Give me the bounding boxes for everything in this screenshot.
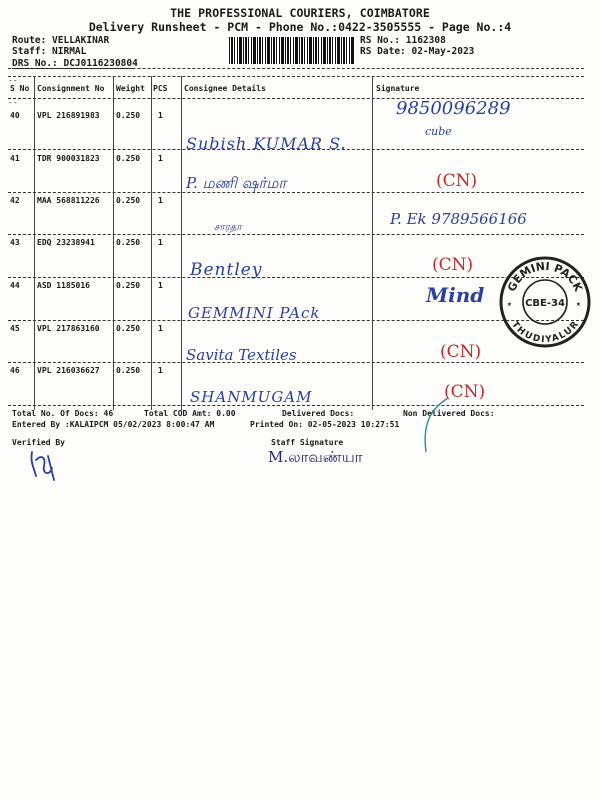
rs-date: RS Date: 02-May-2023: [360, 46, 475, 57]
row-consignment: MAA 568811226: [37, 196, 100, 205]
drs-number: DRS No.: DCJ0116230804: [12, 58, 138, 69]
verified-by-label: Verified By: [12, 438, 65, 447]
row-signature-hand: (CN): [444, 382, 486, 402]
entered-by: Entered By :KALAIPCM 05/02/2023 8:00:47 AM: [12, 420, 215, 429]
header-sno: S No: [10, 84, 30, 93]
row-consignment: ASD 1185016: [37, 281, 90, 290]
row-sno: 43: [10, 238, 20, 247]
company-title: THE PROFESSIONAL COURIERS, COIMBATORE: [170, 6, 430, 20]
row-consignee-hand: Bentley: [190, 260, 263, 280]
header-pcs: PCS: [153, 84, 168, 93]
row-pcs: 1: [158, 366, 163, 375]
header-consignment: Consignment No: [37, 84, 105, 93]
col-divider: [151, 76, 152, 410]
header-consignee: Consignee Details: [184, 84, 266, 93]
rule-header-top: [8, 76, 584, 77]
header-signature: Signature: [376, 84, 420, 93]
svg-text:GEMINI PACK: [505, 260, 585, 294]
row-consignee-hand: சாரதா: [214, 222, 242, 233]
row-consignee-hand: Savita Textiles: [186, 346, 297, 364]
row-weight: 0.250: [116, 111, 141, 120]
row-pcs: 1: [158, 238, 163, 247]
row-signature-hand: (CN): [440, 342, 482, 362]
gemini-pack-stamp: [499, 256, 591, 348]
row-consignment: VPL 217863160: [37, 324, 100, 333]
header-weight: Weight: [116, 84, 145, 93]
stamp-bottom-text: THUDIYALUR: [509, 319, 581, 346]
row-weight: 0.250: [116, 238, 141, 247]
row-signature-hand: (CN): [432, 255, 474, 275]
total-docs: Total No. Of Docs: 46: [12, 409, 114, 418]
col-divider: [181, 76, 182, 410]
row-consignment: VPL 216891983: [37, 111, 100, 120]
row-divider: [8, 362, 584, 363]
row-divider: [8, 192, 584, 193]
verifier-signature: [24, 446, 64, 482]
row-consignment: EDQ 23238941: [37, 238, 95, 247]
row-sno: 45: [10, 324, 20, 333]
row-signature-note: cube: [425, 125, 452, 138]
row-divider: [8, 277, 584, 278]
row-pcs: 1: [158, 281, 163, 290]
row-signature-hand: 9850096289: [396, 98, 511, 119]
row-sno: 41: [10, 154, 20, 163]
staff-signature-label: Staff Signature: [271, 438, 344, 447]
row-consignee-hand: P. மணி ஷர்மா: [186, 174, 287, 192]
row-consignment: VPL 216036627: [37, 366, 100, 375]
route-label: Route: VELLAKINAR: [12, 35, 110, 46]
runsheet-subtitle: Delivery Runsheet - PCM - Phone No.:0422-3505555 - Page No.:4: [88, 20, 512, 34]
barcode: [229, 37, 355, 64]
col-divider: [113, 76, 114, 410]
row-weight: 0.250: [116, 324, 141, 333]
dash-mark: --: [8, 98, 18, 107]
row-weight: 0.250: [116, 154, 141, 163]
printed-on: Printed On: 02-05-2023 10:27:51: [250, 420, 400, 429]
col-divider: [372, 76, 373, 410]
row-consignee-hand: SHANMUGAM: [190, 388, 313, 406]
row-weight: 0.250: [116, 366, 141, 375]
total-cod: Total COD Amt: 0.00: [144, 409, 236, 418]
row-pcs: 1: [158, 154, 163, 163]
row-sno: 42: [10, 196, 20, 205]
row-weight: 0.250: [116, 196, 141, 205]
row-divider: [8, 320, 584, 321]
row-sno: 46: [10, 366, 20, 375]
stamp-center-text: CBE-34: [525, 298, 565, 309]
rule-top: [8, 68, 584, 69]
row-pcs: 1: [158, 324, 163, 333]
row-consignee-hand: Subish KUMAR S.: [186, 134, 347, 153]
dash-mark: --: [8, 76, 18, 85]
row-sno: 44: [10, 281, 20, 290]
col-divider: [34, 76, 35, 410]
row-consignee-hand: GEMMINI PAck: [188, 304, 321, 322]
row-divider: [8, 149, 584, 150]
staff-label: Staff: NIRMAL: [12, 46, 87, 57]
star-icon: ★: [576, 299, 581, 308]
row-divider: [8, 405, 584, 406]
stamp-top-text: GEMINI PACK: [505, 259, 585, 294]
row-sno: 40: [10, 111, 20, 120]
row-weight: 0.250: [116, 281, 141, 290]
row-consignment: TDR 900031823: [37, 154, 100, 163]
row-signature-hand: P. Ek 9789566166: [390, 210, 527, 228]
pen-stroke: [404, 396, 454, 456]
star-icon: ★: [507, 299, 512, 308]
row-pcs: 1: [158, 196, 163, 205]
row-signature-hand: Mind: [426, 283, 485, 307]
delivered-docs: Delivered Docs:: [282, 409, 355, 418]
row-signature-hand: (CN): [436, 171, 478, 191]
row-pcs: 1: [158, 111, 163, 120]
non-delivered-docs: Non Delivered Docs:: [403, 409, 495, 418]
row-divider: [8, 234, 584, 235]
staff-signature-hand: M.லாவண்யா: [268, 448, 363, 466]
rs-number: RS No.: 1162308: [360, 35, 446, 46]
